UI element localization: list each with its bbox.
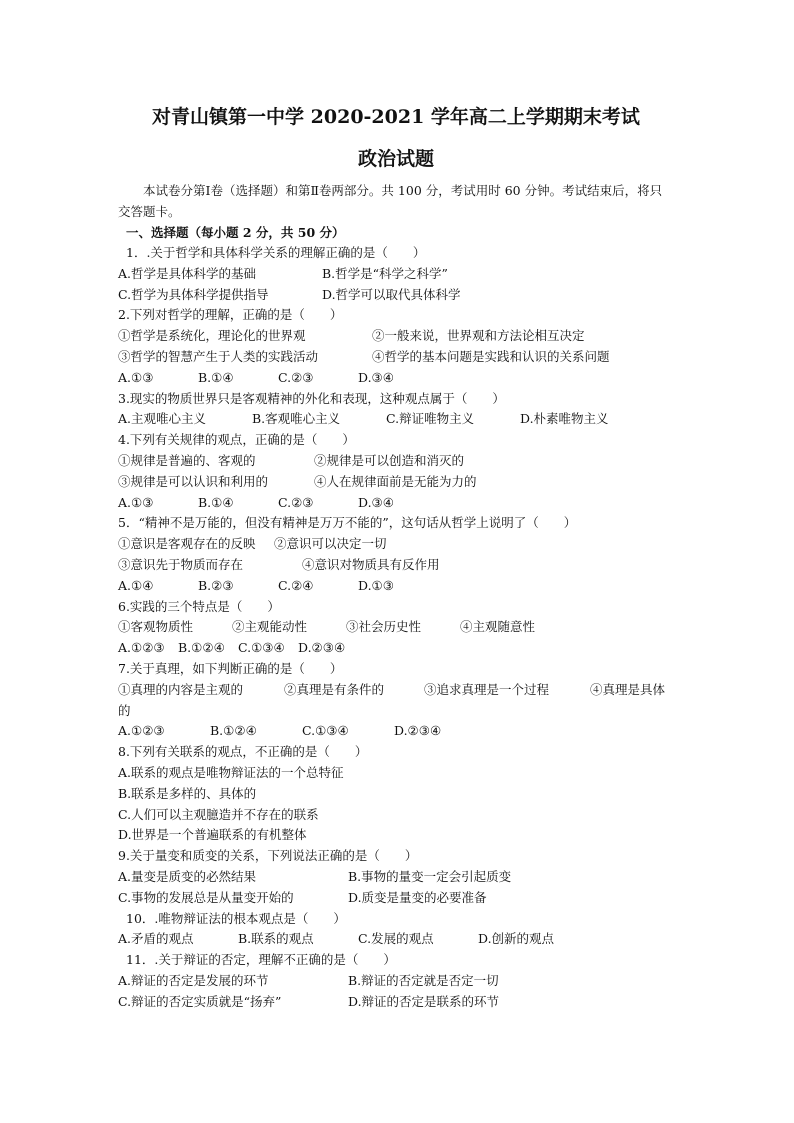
exam-title: 对青山镇第一中学 2020-2021 学年高二上学期期末考试 — [152, 106, 640, 128]
question-3-stem: 3.现实的物质世界只是客观精神的外化和表现，这种观点属于（ ） — [118, 390, 505, 406]
question-8-option-b: B.联系是多样的、具体的 — [118, 785, 257, 801]
question-1-option-a: A.哲学是具体科学的基础 — [118, 265, 257, 281]
exam-intro: 本试卷分第Ⅰ卷（选择题）和第Ⅱ卷两部分。共 100 分，考试用时 60 分钟。考试结束后，将只交答题卡。 — [118, 183, 663, 219]
question-4-statement-4: ④人在规律面前是无能为力的 — [314, 473, 477, 489]
question-4-statement-1: ①规律是普遍的、客观的 — [118, 452, 256, 468]
question-6-option-a: A.①②③ — [118, 640, 165, 656]
question-8-option-d: D.世界是一个普遍联系的有机整体 — [118, 827, 307, 843]
question-11-options-row-1 — [118, 971, 674, 992]
question-2-statements-row-1 — [118, 326, 674, 347]
question-3-option-b: B.客观唯心主义 — [252, 411, 341, 427]
question-11-option-b: B.辩证的否定就是否定一切 — [348, 972, 499, 988]
question-10-stem: 10．.唯物辩证法的根本观点是（ ） — [126, 910, 346, 926]
question-5-statement-2: ②意识可以决定一切 — [274, 536, 387, 552]
question-9-option-a: A.量变是质变的必然结果 — [118, 868, 257, 884]
question-6-statement-4: ④主观随意性 — [460, 619, 536, 635]
question-9-option-c: C.事物的发展总是从量变开始的 — [118, 889, 294, 905]
question-8-stem: 8.下列有关联系的观点，不正确的是（ ） — [118, 744, 368, 760]
question-4-option-a: A.①③ — [118, 494, 154, 510]
question-11-stem: 11．.关于辩证的否定，理解不正确的是（ ） — [126, 952, 396, 968]
question-7-option-d: D.②③④ — [394, 723, 442, 739]
question-9-stem: 9.关于量变和质变的关系，下列说法正确的是（ ） — [118, 848, 418, 864]
question-7-option-b: B.①②④ — [210, 723, 257, 739]
question-11-option-d: D.辩证的否定是联系的环节 — [348, 993, 500, 1009]
question-6-statement-2: ②主观能动性 — [232, 619, 308, 635]
question-4-statement-2: ②规律是可以创造和消灭的 — [314, 452, 465, 468]
question-7-option-c: C.①③④ — [302, 723, 349, 739]
question-1-option-d: D.哲学可以取代具体科学 — [322, 286, 461, 302]
question-6-statement-3: ③社会历史性 — [346, 619, 422, 635]
question-7-statement-1: ①真理的内容是主观的 — [118, 681, 244, 697]
question-10-options — [118, 929, 674, 950]
question-5-statement-3: ③意识先于物质而存在 — [118, 556, 244, 572]
question-7-statement-4: ④真理是具体 — [590, 681, 666, 697]
question-5-options — [118, 576, 674, 597]
question-2-statements-row-2 — [118, 347, 674, 368]
question-8-option-a: A.联系的观点是唯物辩证法的一个总特征 — [118, 764, 344, 780]
question-5-statement-4: ④意识对物质具有反作用 — [302, 556, 440, 572]
question-1-options-row-2 — [118, 285, 674, 306]
question-7-option-a: A.①②③ — [118, 723, 165, 739]
question-1-stem: 1．.关于哲学和具体科学关系的理解正确的是（ ） — [126, 245, 426, 260]
question-2-options — [118, 368, 674, 389]
question-3-option-a: A.主观唯心主义 — [118, 411, 207, 427]
question-6-stem: 6.实践的三个特点是（ ） — [118, 598, 280, 614]
section-heading: 一、选择题（每小题 2 分，共 50 分） — [126, 225, 345, 240]
question-7-stem: 7.关于真理，如下判断正确的是（ ） — [118, 660, 343, 676]
question-2-option-a: A.①③ — [118, 369, 154, 385]
question-8-option-c: C.人们可以主观臆造并不存在的联系 — [118, 806, 319, 822]
question-5-option-a: A.①④ — [118, 577, 154, 593]
question-2-stem: 2.下列对哲学的理解，正确的是（ ） — [118, 307, 343, 323]
question-4-statements-row-1 — [118, 451, 674, 472]
question-6-statement-1: ①客观物质性 — [118, 619, 194, 635]
question-4-option-c: C.②③ — [278, 494, 314, 510]
question-6-option-d: D.②③④ — [298, 640, 346, 656]
question-1-options-row-1 — [118, 264, 674, 285]
question-6-option-b: B.①②④ — [178, 640, 225, 656]
question-2-option-b: B.①④ — [198, 369, 234, 385]
question-3-option-d: D.朴素唯物主义 — [520, 411, 609, 427]
question-4-stem: 4.下列有关规律的观点，正确的是（ ） — [118, 432, 355, 448]
question-2-option-c: C.②③ — [278, 369, 314, 385]
question-11-option-a: A.辩证的否定是发展的环节 — [118, 972, 269, 988]
question-5-statements-row-2 — [118, 555, 674, 576]
question-5-statement-1: ①意识是客观存在的反映 — [118, 536, 256, 552]
question-7-statements — [118, 680, 674, 701]
question-10-option-d: D.创新的观点 — [478, 931, 555, 947]
question-6-options — [118, 638, 674, 659]
question-9-option-b: B.事物的量变一定会引起质变 — [348, 868, 512, 884]
question-5-option-d: D.①③ — [358, 577, 394, 593]
question-7-statement-4-continued: 的 — [118, 702, 131, 718]
exam-page — [118, 104, 674, 1012]
question-5-statements-row-1 — [118, 534, 674, 555]
question-7-options — [118, 721, 674, 742]
question-2-statement-1: ①哲学是系统化，理论化的世界观 — [118, 328, 306, 344]
question-6-statements — [118, 617, 674, 638]
question-4-statements-row-2 — [118, 472, 674, 493]
question-4-option-b: B.①④ — [198, 494, 234, 510]
question-7-statement-2: ②真理是有条件的 — [284, 681, 385, 697]
question-10-option-a: A.矛盾的观点 — [118, 931, 194, 947]
question-3-option-c: C.辩证唯物主义 — [386, 411, 475, 427]
question-10-option-b: B.联系的观点 — [238, 931, 314, 947]
question-2-statement-4: ④哲学的基本问题是实践和认识的关系问题 — [372, 348, 610, 364]
question-11-options-row-2 — [118, 992, 674, 1013]
question-10-option-c: C.发展的观点 — [358, 931, 434, 947]
question-1-option-b: B.哲学是“科学之科学” — [322, 265, 448, 281]
question-5-option-c: C.②④ — [278, 577, 314, 593]
question-7-statement-3: ③追求真理是一个过程 — [424, 681, 550, 697]
question-3-options — [118, 409, 674, 430]
question-11-option-c: C.辩证的否定实质就是“扬弃” — [118, 993, 282, 1009]
question-4-options — [118, 493, 674, 514]
question-5-stem: 5．“精神不是万能的，但没有精神是万万不能的”，这句话从哲学上说明了（ ） — [118, 515, 577, 531]
question-4-option-d: D.③④ — [358, 494, 394, 510]
question-2-statement-2: ②一般来说，世界观和方法论相互决定 — [372, 328, 585, 344]
question-2-option-d: D.③④ — [358, 369, 394, 385]
question-9-option-d: D.质变是量变的必要准备 — [348, 889, 487, 905]
exam-subtitle: 政治试题 — [357, 148, 434, 170]
question-9-options-row-2 — [118, 888, 674, 909]
question-6-option-c: C.①③④ — [238, 640, 285, 656]
question-2-statement-3: ③哲学的智慧产生于人类的实践活动 — [118, 348, 319, 364]
question-9-options-row-1 — [118, 867, 674, 888]
question-4-statement-3: ③规律是可以认识和利用的 — [118, 473, 269, 489]
question-1-option-c: C.哲学为具体科学提供指导 — [118, 286, 269, 302]
question-5-option-b: B.②③ — [198, 577, 234, 593]
